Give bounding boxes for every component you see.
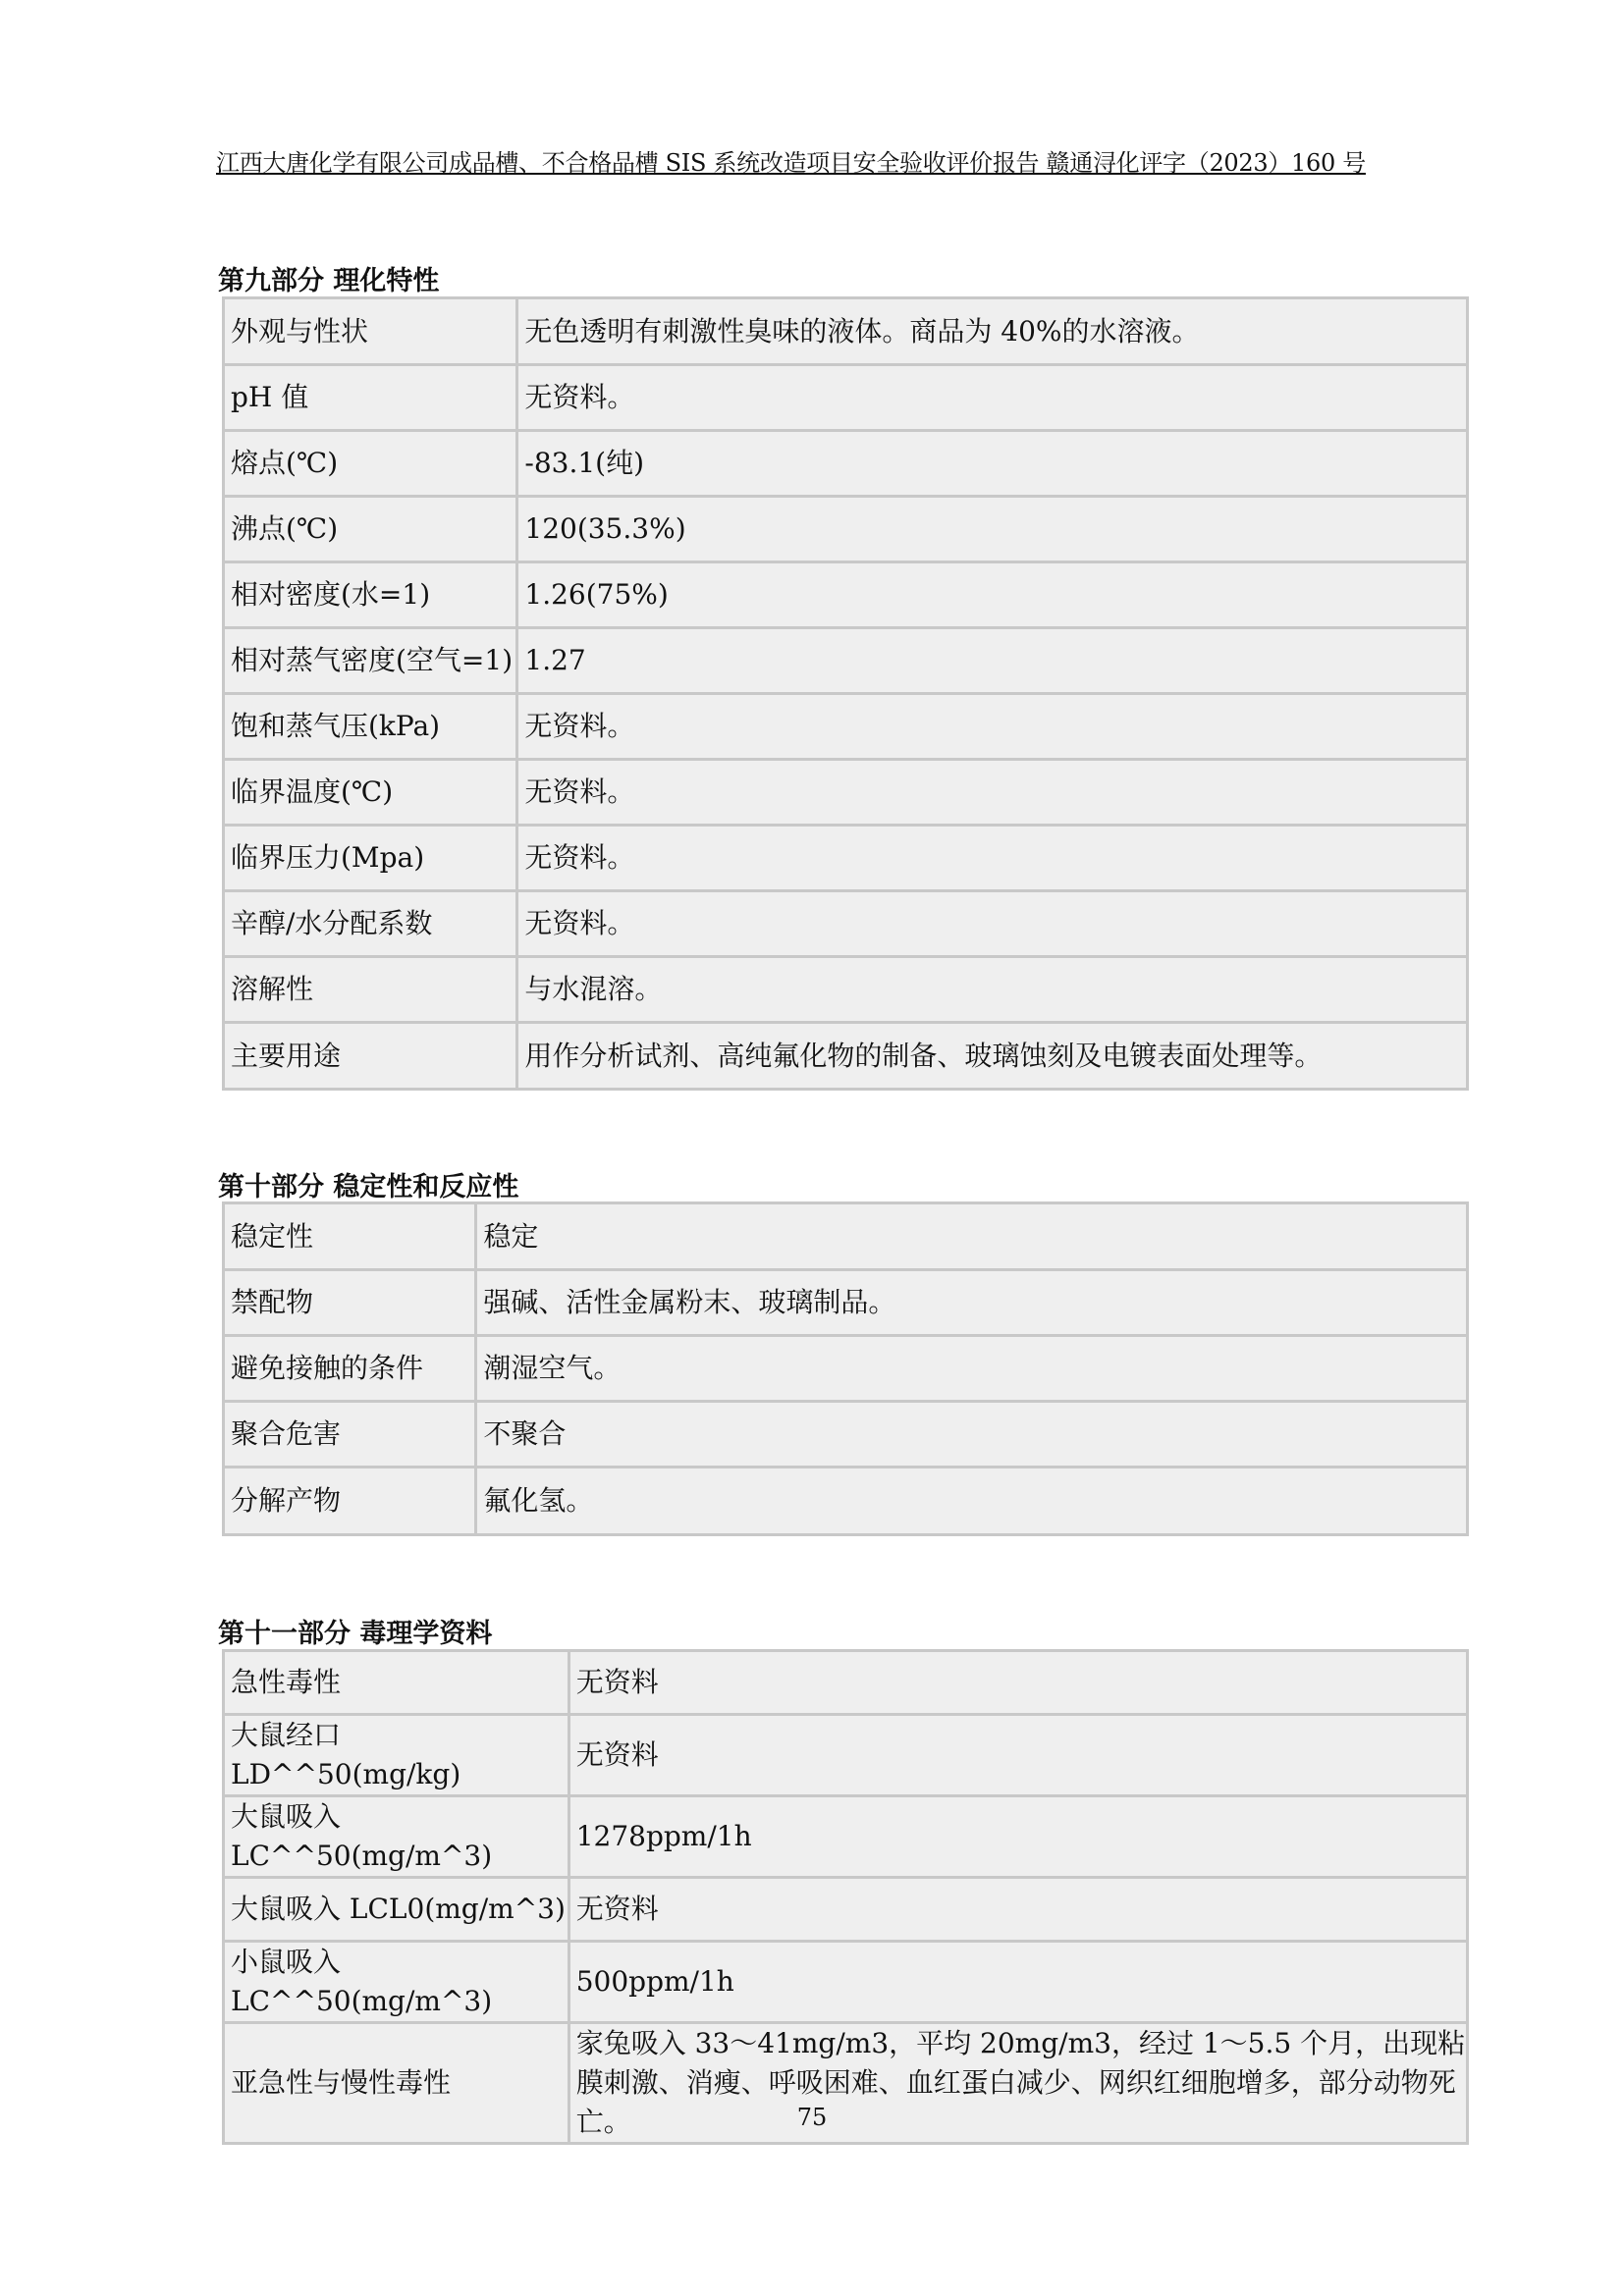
table-row <box>224 1878 1468 1942</box>
property-value: 无资料。 <box>517 694 1468 760</box>
property-label: 主要用途 <box>224 1023 517 1090</box>
property-value: 氟化氢。 <box>476 1468 1468 1535</box>
property-value: 家兔吸入 33～41mg/m3，平均 20mg/m3，经过 1～5.5 个月，出现粘膜刺激、消瘦、呼吸困难、血红蛋白减少、网织红细胞增多，部分动物死亡。 <box>568 2023 1467 2144</box>
property-value: 无资料。 <box>517 826 1468 891</box>
section-title-physical-properties: 第九部分 理化特性 <box>218 266 440 296</box>
property-label: 相对密度(水=1) <box>224 562 517 628</box>
property-label: 外观与性状 <box>224 298 517 365</box>
property-label: 大鼠吸入 LCL0(mg/m^3) <box>224 1878 569 1942</box>
property-label: 饱和蒸气压(kPa) <box>224 694 517 760</box>
property-value: 潮湿空气。 <box>476 1336 1468 1402</box>
property-label: 大鼠吸入 LC^^50(mg/m^3) <box>224 1796 569 1878</box>
table-row <box>224 298 1468 365</box>
table-row <box>224 694 1468 760</box>
property-label: 小鼠吸入 LC^^50(mg/m^3) <box>224 1942 569 2023</box>
property-label: 溶解性 <box>224 957 517 1023</box>
property-label: 亚急性与慢性毒性 <box>224 2023 569 2144</box>
property-value: 无资料 <box>568 1878 1467 1942</box>
property-label: 临界温度(℃) <box>224 760 517 826</box>
property-value: 无色透明有刺激性臭味的液体。商品为 40%的水溶液。 <box>517 298 1468 365</box>
property-value: 500ppm/1h <box>568 1942 1467 2023</box>
property-label: 熔点(℃) <box>224 431 517 497</box>
property-label: 大鼠经口 LD^^50(mg/kg) <box>224 1715 569 1796</box>
property-label: 沸点(℃) <box>224 497 517 562</box>
property-label: pH 值 <box>224 365 517 431</box>
property-value: 不聚合 <box>476 1402 1468 1468</box>
property-value: 1.27 <box>517 628 1468 694</box>
property-value: 无资料 <box>568 1715 1467 1796</box>
table-row <box>224 760 1468 826</box>
table-row <box>224 1715 1468 1796</box>
table-row <box>224 1651 1468 1715</box>
table-row <box>224 891 1468 957</box>
section-title-stability-reactivity: 第十部分 稳定性和反应性 <box>218 1172 519 1202</box>
table-toxicology <box>222 1649 1469 2145</box>
property-label: 避免接触的条件 <box>224 1336 476 1402</box>
document-header: 江西大唐化学有限公司成品槽、不合格品槽 SIS 系统改造项目安全验收评价报告 赣通浔化评字（2023）160 号 <box>216 149 1366 177</box>
property-label: 聚合危害 <box>224 1402 476 1468</box>
property-label: 分解产物 <box>224 1468 476 1535</box>
property-value: 无资料 <box>568 1651 1467 1715</box>
property-value: 1.26(75%) <box>517 562 1468 628</box>
table-physical-properties <box>222 296 1469 1091</box>
table-row <box>224 826 1468 891</box>
page-number: 75 <box>796 2104 828 2131</box>
property-value: 1278ppm/1h <box>568 1796 1467 1878</box>
table-row <box>224 1796 1468 1878</box>
property-label: 禁配物 <box>224 1270 476 1336</box>
table-row <box>224 365 1468 431</box>
property-value: 无资料。 <box>517 760 1468 826</box>
property-value: 无资料。 <box>517 365 1468 431</box>
property-value: 与水混溶。 <box>517 957 1468 1023</box>
property-value: -83.1(纯) <box>517 431 1468 497</box>
property-value: 稳定 <box>476 1203 1468 1270</box>
property-value: 强碱、活性金属粉末、玻璃制品。 <box>476 1270 1468 1336</box>
table-row <box>224 1270 1468 1336</box>
table-row <box>224 497 1468 562</box>
property-label: 临界压力(Mpa) <box>224 826 517 891</box>
table-row <box>224 1336 1468 1402</box>
table-row <box>224 1203 1468 1270</box>
property-value: 无资料。 <box>517 891 1468 957</box>
section-title-toxicology: 第十一部分 毒理学资料 <box>218 1619 493 1649</box>
table-stability-reactivity <box>222 1201 1469 1536</box>
table-row <box>224 431 1468 497</box>
table-row <box>224 1023 1468 1090</box>
property-value: 120(35.3%) <box>517 497 1468 562</box>
property-label: 急性毒性 <box>224 1651 569 1715</box>
table-row <box>224 562 1468 628</box>
table-row <box>224 1942 1468 2023</box>
table-row <box>224 1402 1468 1468</box>
table-row <box>224 957 1468 1023</box>
property-value: 用作分析试剂、高纯氟化物的制备、玻璃蚀刻及电镀表面处理等。 <box>517 1023 1468 1090</box>
table-row <box>224 628 1468 694</box>
property-label: 辛醇/水分配系数 <box>224 891 517 957</box>
property-label: 相对蒸气密度(空气=1) <box>224 628 517 694</box>
table-row <box>224 1468 1468 1535</box>
property-label: 稳定性 <box>224 1203 476 1270</box>
